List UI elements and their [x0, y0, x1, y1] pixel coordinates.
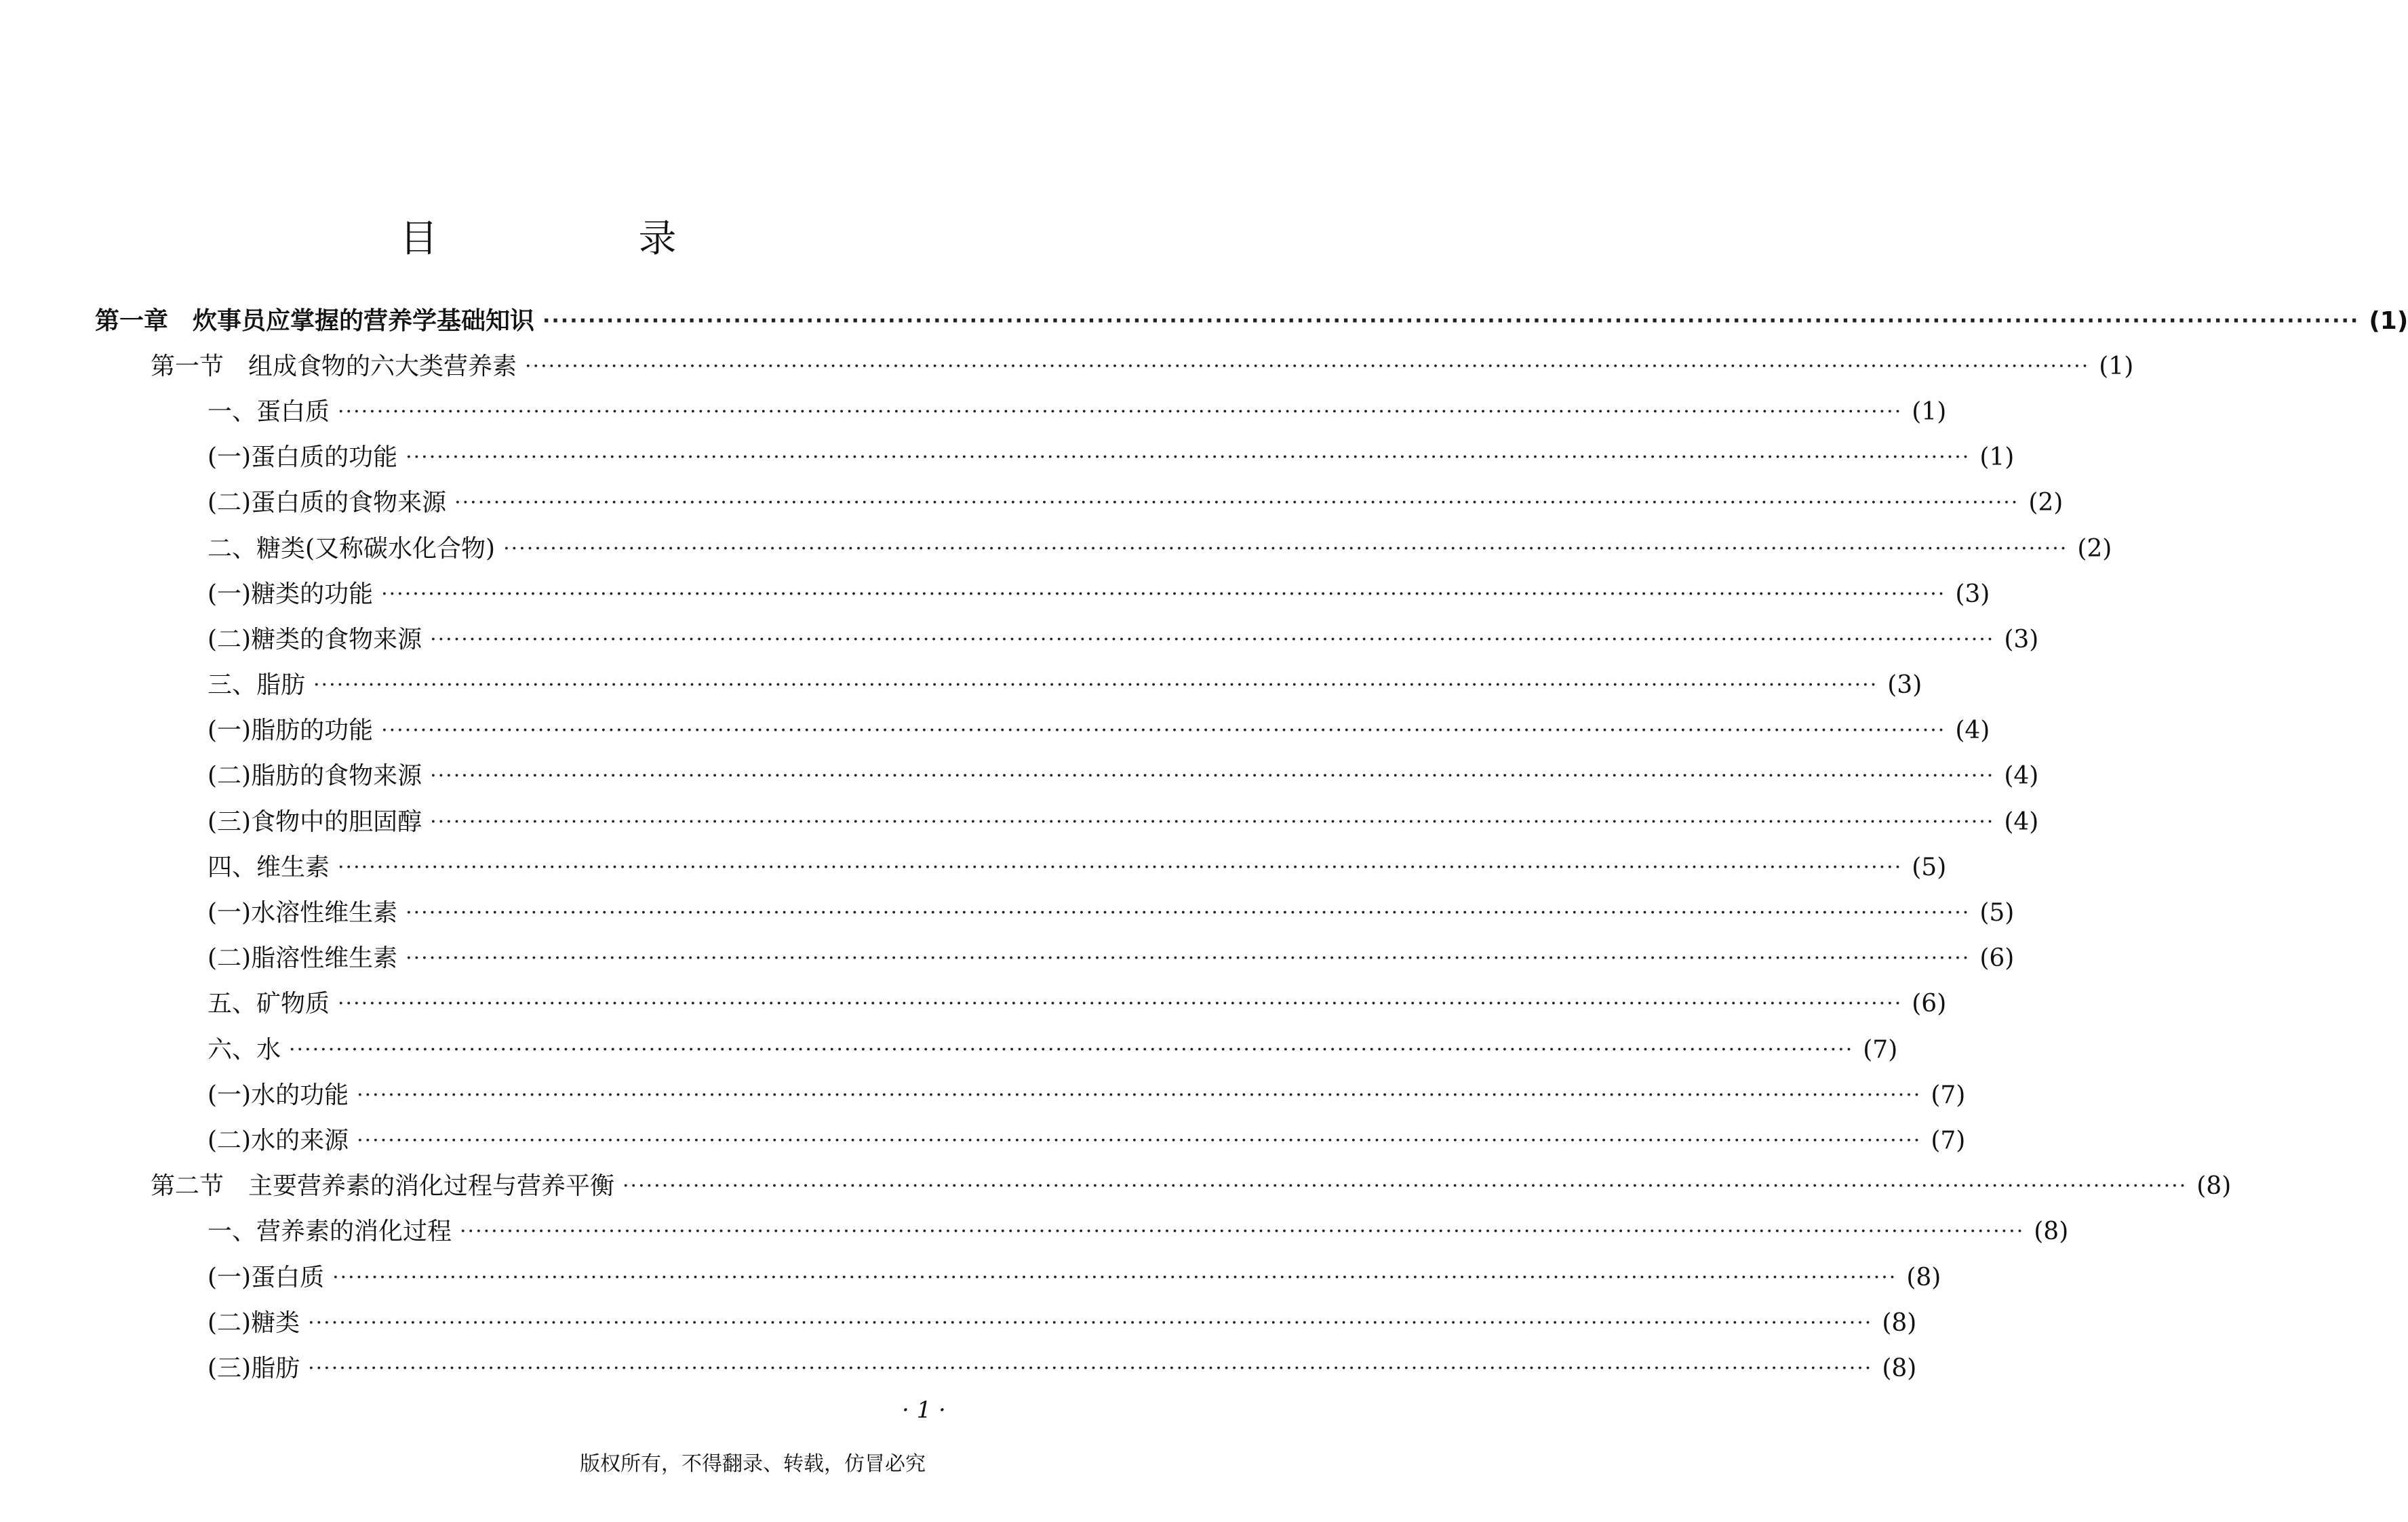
toc-entry	[0, 435, 2015, 481]
toc-entry	[0, 344, 2134, 389]
page-number: · 1 ·	[902, 1397, 946, 1424]
toc-entry-label: (三)脂肪	[208, 1354, 300, 1382]
toc-entry	[0, 890, 2015, 936]
toc-entry	[0, 1118, 1966, 1163]
toc-entry	[0, 572, 1990, 617]
toc-leader-dots: ········································································································································································································	[460, 1220, 2025, 1244]
toc-entry	[0, 481, 2064, 526]
toc-entry-label: 第二节 主要营养素的消化过程与营养平衡	[151, 1172, 615, 1201]
toc-leader-dots: ········································································································································································································	[623, 1174, 2188, 1199]
toc-entry-label: 六、水	[208, 1035, 281, 1064]
toc-entry-label: 第一章 炊事员应掌握的营养学基础知识	[95, 306, 535, 335]
toc-entry-page: (6)	[1912, 990, 1947, 1018]
toc-entry	[0, 708, 1990, 754]
toc-entry-label: 二、糖类(又称碳水化合物)	[208, 534, 496, 563]
toc-entry-label: (一)蛋白质的功能	[208, 443, 398, 472]
toc-entry	[0, 617, 2039, 662]
toc-entry-label: (二)水的来源	[208, 1126, 349, 1155]
toc-entry	[0, 799, 2039, 845]
toc-entry	[0, 1209, 2069, 1255]
toc-entry	[0, 982, 1947, 1027]
toc-leader-dots: ········································································································································································································	[357, 1083, 1922, 1107]
toc-entry-page: (8)	[2196, 1172, 2232, 1201]
toc-entry-label: (一)脂肪的功能	[208, 717, 374, 745]
toc-leader-dots: ········································································································································································································	[430, 764, 1995, 788]
toc-entry-page: (2)	[2077, 534, 2112, 563]
toc-entry-page: (5)	[1979, 899, 2015, 927]
toc-leader-dots: ········································································································································································································	[430, 809, 1995, 834]
toc-entry	[0, 389, 1947, 435]
page-title: 目 录	[399, 217, 758, 261]
toc-entry	[0, 1255, 1941, 1300]
toc-entry-page: (1)	[2099, 352, 2134, 380]
toc-entry-label: (二)糖类	[208, 1308, 300, 1337]
toc-entry-label: 四、维生素	[208, 853, 330, 881]
toc-entry-label: (一)蛋白质	[208, 1263, 325, 1291]
toc-entry-page: (1)	[2369, 306, 2408, 335]
toc-entry-page: (4)	[2004, 807, 2039, 836]
toc-leader-dots: ········································································································································································································	[454, 491, 2019, 515]
toc-entry-page: (1)	[1979, 443, 2015, 472]
toc-entry-page: (4)	[2004, 762, 2039, 790]
toc-entry-label: (二)脂肪的食物来源	[208, 762, 422, 790]
table-of-contents	[0, 298, 2408, 1392]
toc-leader-dots: ········································································································································································································	[357, 1128, 1922, 1153]
toc-leader-dots: ········································································································································································································	[406, 445, 1971, 470]
toc-entry-label: (一)糖类的功能	[208, 580, 374, 608]
toc-entry-page: (7)	[1863, 1035, 1898, 1064]
toc-entry-label: (三)食物中的胆固醇	[208, 807, 422, 836]
toc-entry-page: (5)	[1912, 853, 1947, 881]
toc-leader-dots: ········································································································································································································	[381, 719, 1946, 743]
toc-entry	[0, 1164, 2232, 1209]
toc-leader-dots: ········································································································································································································	[430, 627, 1995, 652]
toc-entry	[0, 1346, 1917, 1391]
toc-entry-page: (3)	[1887, 671, 1922, 700]
toc-leader-dots: ········································································································································································································	[503, 536, 2068, 561]
toc-leader-dots: ········································································································································································································	[338, 992, 1903, 1016]
toc-entry-label: (二)蛋白质的食物来源	[208, 489, 447, 517]
toc-entry-label: (二)脂溶性维生素	[208, 944, 398, 973]
toc-entry-label: 三、脂肪	[208, 671, 306, 700]
toc-entry-label: 一、营养素的消化过程	[208, 1218, 452, 1246]
toc-leader-dots: ········································································································································································································	[289, 1037, 1854, 1062]
toc-leader-dots: ········································································································································································································	[542, 308, 2360, 333]
toc-leader-dots: ········································································································································································································	[406, 946, 1971, 971]
toc-entry-label: 五、矿物质	[208, 990, 330, 1018]
toc-entry	[0, 845, 1947, 890]
toc-entry	[0, 754, 2039, 799]
toc-entry-label: 一、蛋白质	[208, 397, 330, 426]
toc-entry-page: (2)	[2028, 489, 2064, 517]
toc-entry-label: (二)糖类的食物来源	[208, 625, 422, 654]
toc-leader-dots: ········································································································································································································	[338, 855, 1903, 879]
toc-leader-dots: ········································································································································································································	[313, 673, 1878, 698]
toc-entry	[0, 1073, 1966, 1118]
toc-leader-dots: ········································································································································································································	[381, 582, 1946, 606]
toc-entry-label: (一)水溶性维生素	[208, 899, 398, 927]
toc-entry-page: (8)	[1882, 1354, 1917, 1382]
toc-entry	[0, 1300, 1917, 1346]
toc-leader-dots: ········································································································································································································	[338, 399, 1903, 424]
toc-leader-dots: ········································································································································································································	[332, 1265, 1897, 1289]
toc-entry-page: (3)	[1955, 580, 1990, 608]
toc-leader-dots: ········································································································································································································	[308, 1310, 1873, 1335]
toc-entry	[0, 936, 2015, 982]
toc-entry-page: (8)	[1882, 1308, 1917, 1337]
toc-entry	[0, 663, 1922, 708]
toc-leader-dots: ········································································································································································································	[525, 354, 2090, 378]
toc-entry-page: (7)	[1931, 1126, 1966, 1155]
toc-entry-page: (6)	[1979, 944, 2015, 973]
toc-entry-page: (7)	[1931, 1081, 1966, 1109]
toc-entry-page: (8)	[1906, 1263, 1941, 1291]
toc-entry-label: (一)水的功能	[208, 1081, 349, 1109]
toc-entry-page: (1)	[1912, 397, 1947, 426]
toc-entry	[0, 526, 2112, 572]
toc-entry-page: (3)	[2004, 625, 2039, 654]
toc-leader-dots: ········································································································································································································	[406, 901, 1971, 925]
toc-entry	[0, 1027, 1898, 1073]
copyright-notice: 版权所有，不得翻录、转载，仿冒必究	[580, 1452, 926, 1476]
toc-entry	[0, 298, 2408, 344]
toc-leader-dots: ········································································································································································································	[308, 1356, 1873, 1380]
toc-entry-page: (4)	[1955, 717, 1990, 745]
toc-entry-label: 第一节 组成食物的六大类营养素	[151, 352, 517, 380]
toc-entry-page: (8)	[2034, 1218, 2069, 1246]
